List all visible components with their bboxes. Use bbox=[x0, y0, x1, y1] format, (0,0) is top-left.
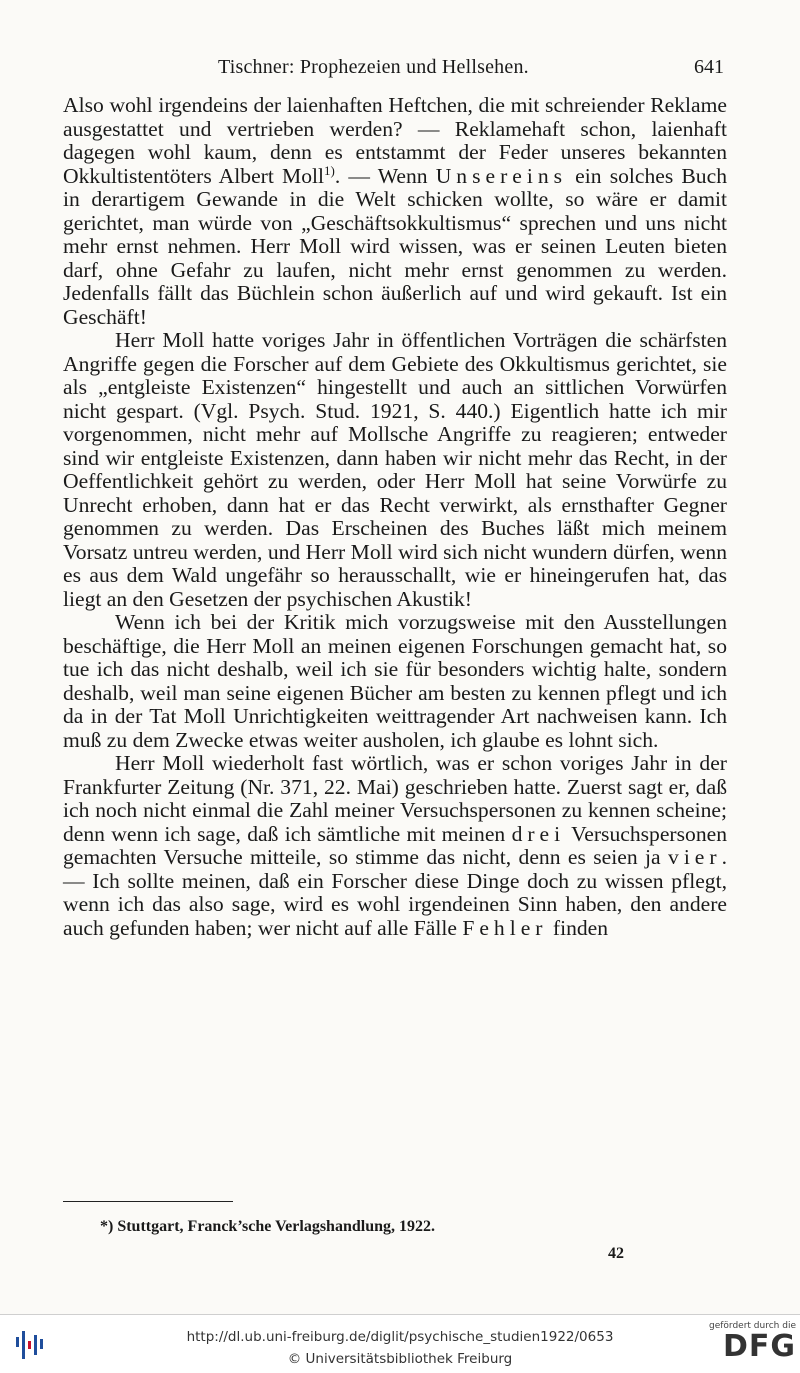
permalink-url[interactable]: http://dl.ub.uni-freiburg.de/diglit/psychische_studien1922/0653 bbox=[186, 1329, 614, 1345]
copyright-notice: © Universitätsbibliothek Freiburg bbox=[287, 1351, 513, 1367]
paragraph-1 bbox=[63, 94, 727, 329]
dfg-tagline: gefördert durch die bbox=[709, 1321, 796, 1331]
running-head bbox=[0, 56, 800, 86]
paragraph-4-text: Herr Moll wiederholt fast wörtlich, was er schon voriges Jahr in der Frankfurter Zeitung (Nr. 371, 22. Mai) geschrieben hatte. Zuerst sagt er, daß ich noch nicht einmal die Zahl meiner Versuchspersonen zu kennen scheine; denn wenn ich sage, daß ich sämtliche mit meinen bbox=[63, 751, 727, 846]
paragraph-1-text-b: . — Wenn bbox=[334, 163, 436, 188]
body-text bbox=[63, 94, 727, 940]
paragraph-4 bbox=[63, 752, 727, 940]
paragraph-1-text: Also wohl irgendeins der laienhaften Heftchen, die mit schreiender Reklame ausgestattet und vertrieben werden? — Reklamehaft schon, laienhaft dagegen wohl kaum, denn es entstammt der Feder unseres bekannten Okkultistentöters Albert Moll bbox=[63, 93, 727, 188]
page-number: 641 bbox=[694, 56, 724, 78]
running-title: Tischner: Prophezeien und Hellsehen. bbox=[218, 56, 529, 78]
spaced-word: Unsereins bbox=[435, 163, 568, 188]
dfg-logo[interactable] bbox=[700, 1321, 796, 1369]
paragraph-1-text-c: ein solches Buch in derartigem Gewande in die Welt schicken wollte, so wäre er damit gerichtet, man würde von „Geschäftsokkultismus“ sprechen und uns nicht mehr ernst nehmen. Herr Moll wird wissen, was er seinen Leuten bieten darf, ohne Gefahr zu laufen, nicht mehr ernst genommen zu werden. Jedenfalls fällt das Büchlein schon äußerlich auf und wird gekauft. Ist ein Geschäft! bbox=[63, 163, 727, 329]
footnote-rule bbox=[63, 1201, 233, 1202]
spaced-word: Fehler bbox=[462, 915, 548, 940]
spaced-word: vier bbox=[668, 845, 722, 869]
paragraph-2: Herr Moll hatte voriges Jahr in öffentlichen Vorträgen die schärfsten Angriffe gegen die Forscher auf dem Gebiete des Okkultismus gerichtet, sie als „entgleiste Existenzen“ hingestellt und auch an sittlichen Vorwürfen nicht gespart. (Vgl. Psych. Stud. 1921, S. 440.) Eigentlich hatte ich mir vorgenommen, nicht mehr auf Mollsche Angriffe zu reagieren; entweder sind wir entgleiste Existenzen, dann haben wir nicht mehr das Recht, in der Oeffentlichkeit gehört zu werden, oder Herr Moll hat seine Vorwürfe zu Unrecht erhoben, dann hat er das Recht verwirkt, als ernsthafter Gegner genommen zu werden. Das Erscheinen des Buches läßt mich meinem Vorsatz untreu werden, und Herr Moll wird sich nicht wundern dürfen, wenn es aus dem Wald ungefähr so herausschallt, wie er hineingerufen hat, das liegt an den Gesetzen der psychischen Akustik! bbox=[63, 328, 727, 611]
spaced-word: drei bbox=[511, 821, 566, 846]
paragraph-4-text-c: . — Ich sollte meinen, daß ein Forscher diese Dinge doch zu wissen pflegt, wenn ich das also sage, wird es wohl irgendeinen Sinn haben, den andere auch gefunden haben; wer nicht auf alle Fälle bbox=[63, 845, 727, 940]
footer-bar bbox=[0, 1314, 800, 1373]
footnote-reference: 1) bbox=[324, 162, 335, 178]
paragraph-3: Wenn ich bei der Kritik mich vorzugsweise mit den Ausstellungen beschäftige, die Herr Moll an meinen eigenen Forschungen gemacht hat, so tue ich das nicht deshalb, weil ich sie für besonders wichtig halte, sondern deshalb, weil man seine eigenen Bücher am besten zu kennen pflegt und ich da in der Tat Moll Unrichtigkeiten weittragender Art nachweisen kann. Ich muß zu dem Zwecke etwas weiter ausholen, ich glaube es lohnt sich. bbox=[63, 610, 727, 752]
signature-mark: 42 bbox=[608, 1245, 624, 1262]
dfg-wordmark: DFG bbox=[722, 1329, 796, 1364]
paragraph-4-text-d: finden bbox=[547, 915, 609, 940]
paragraph-4-text-b: Versuchspersonen gemachten Versuche mitteile, so stimme das nicht, denn es seien ja bbox=[63, 821, 727, 869]
footnote: *) Stuttgart, Franck’sche Verlagshandlung, 1922. bbox=[100, 1218, 435, 1235]
